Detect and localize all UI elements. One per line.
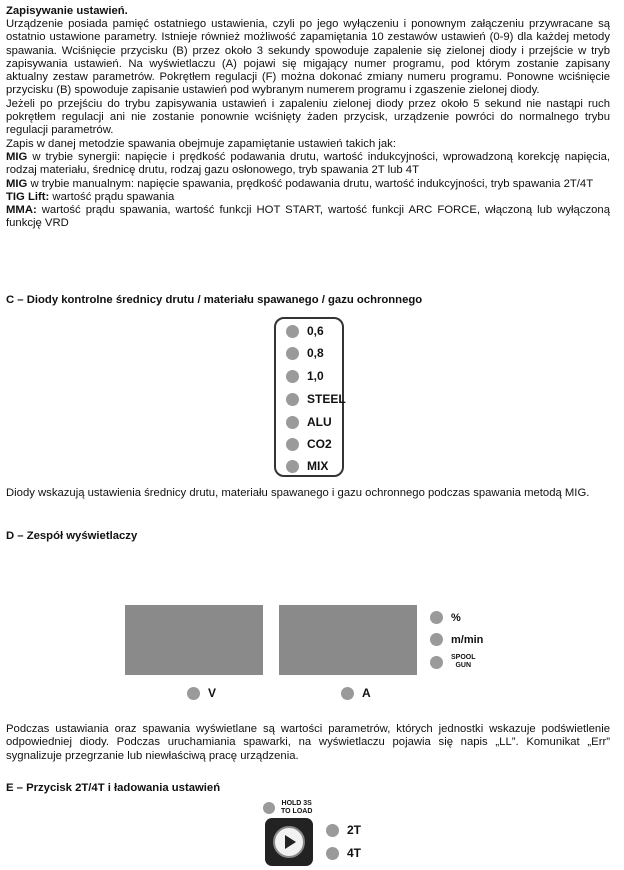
led-indicator-icon [326, 824, 339, 837]
mode-label: TIG Lift: [6, 190, 50, 203]
led-label: STEEL [307, 392, 346, 406]
unit-led-amp [341, 686, 371, 700]
mode-label: MIG [6, 177, 28, 190]
led-row-mix [286, 458, 328, 474]
led-row-wire-08 [286, 345, 324, 361]
section-e-title: E – Przycisk 2T/4T i ładowania ustawień [6, 782, 221, 794]
mode-label: 2T [347, 823, 362, 837]
led-indicator-icon [430, 633, 443, 646]
wire-material-gas-led-panel [274, 317, 344, 477]
hold-to-load-indicator [263, 800, 312, 816]
section-c-description: Diody wskazują ustawienia średnicy drutu, materiału spawanego i gazu ochronnego podczas spawania metodą MIG. [6, 487, 590, 499]
led-indicator-icon [326, 847, 339, 860]
led-indicator-icon [286, 347, 299, 360]
unit-led-percent [430, 611, 461, 624]
led-indicator-icon [187, 687, 200, 700]
unit-led-spool-gun [430, 654, 476, 670]
unit-led-m-min [430, 633, 483, 646]
mode-text: wartość prądu spawania, wartość funkcji HOT START, wartość funkcji ARC FORCE, włączoną lub wyłączoną funkcję VRD [6, 204, 610, 230]
led-label: CO2 [307, 437, 332, 451]
play-icon [273, 826, 305, 858]
hold-label-line2: TO LOAD [281, 808, 313, 815]
unit-label: A [362, 686, 371, 700]
spool-gun-label [451, 654, 476, 670]
led-label: 0,6 [307, 324, 324, 338]
save-paragraph-1: Urządzenie posiada pamięć ostatniego ustawienia, czyli po jego wyłączeniu i ponownym załączeniu przywracane są ostatnio ustawione parametry. Istnieje również możliwość zapamiętania 10 zestawów ustawień (0-9) dla każdej metody spawania. Wciśnięcie przycisku (B) przez około 3 sekundy spowoduje zapalenie się zielonej diody i przejście w tryb zapisywania ustawień. Na wyświetlaczu (A) pojawi się migający numer programu, pod którym zostanie zapisany aktualny zestaw parametrów. Pokrętłem regulacji (F) można dokonać zmiany numeru programu. Ponowne wciśnięcie przycisku (B) spowoduje zapisanie ustawień pod wybranym numerem programu i zgaszenie zielonej diody. [6, 18, 610, 97]
unit-led-volt [187, 686, 216, 700]
led-row-alu [286, 414, 332, 430]
gun-label: GUN [455, 662, 472, 669]
save-paragraph-3: Zapis w danej metodzie spawania obejmuje zapamiętanie ustawień takich jak: [6, 137, 396, 150]
section-save-body [6, 18, 610, 231]
mode-label: MMA: [6, 204, 37, 217]
led-indicator-icon [430, 656, 443, 669]
spool-label: SPOOL [451, 654, 476, 661]
unit-label: % [451, 611, 461, 624]
section-save-title: Zapisywanie ustawień. [6, 5, 128, 17]
led-label: MIX [307, 459, 329, 473]
led-row-steel [286, 391, 346, 407]
led-indicator-icon [286, 393, 299, 406]
led-indicator-icon [286, 370, 299, 383]
section-d-description: Podczas ustawiania oraz spawania wyświetlane są wartości parametrów, których jednostki wskazuje podświetlenie odpowiedniej diody. Podczas uruchamiania spawarki, na wyświetlaczu pojawia się napis „LL”. Komunikat „Err” sygnalizuje przegrzanie lub niewłaściwą pracę urządzenia. [6, 723, 610, 762]
led-indicator-icon [263, 802, 275, 814]
mode-tig-lift [6, 191, 610, 204]
led-indicator-icon [286, 460, 299, 473]
hold-to-load-label [281, 800, 312, 816]
mode-mma [6, 204, 610, 231]
mode-2t-4t-button[interactable] [265, 818, 313, 866]
led-indicator-icon [341, 687, 354, 700]
led-label: ALU [307, 415, 332, 429]
mode-mig-synergy [6, 151, 610, 178]
mode-label: MIG [6, 150, 28, 163]
unit-label: m/min [451, 633, 484, 646]
led-row-wire-10 [286, 368, 324, 384]
led-label: 1,0 [307, 369, 324, 383]
mode-led-4t [326, 846, 361, 860]
unit-label: V [208, 686, 217, 700]
mode-text: wartość prądu spawania [49, 190, 175, 203]
led-indicator-icon [286, 325, 299, 338]
current-display [279, 605, 417, 675]
led-indicator-icon [430, 611, 443, 624]
led-indicator-icon [286, 438, 299, 451]
led-row-wire-06 [286, 323, 324, 339]
mode-text: w trybie manualnym: napięcie spawania, prędkość podawania drutu, wartość indukcyjności, tryb spawania 2T/4T [27, 177, 594, 190]
voltage-display [125, 605, 263, 675]
section-d-title: D – Zespół wyświetlaczy [6, 530, 138, 542]
mode-label: 4T [347, 846, 362, 860]
mode-text: w trybie synergii: napięcie i prędkość podawania drutu, wartość indukcyjności, wprowadzoną korekcję napięcia, rodzaj materiału, średnicę drutu, rodzaj gazu osłonowego, tryb spawania 2T lub 4T [6, 150, 610, 177]
led-indicator-icon [286, 416, 299, 429]
led-label: 0,8 [307, 346, 324, 360]
save-paragraph-2: Jeżeli po przejściu do trybu zapisywania ustawień i zapaleniu zielonej diody przez około 5 sekund nie nastąpi ruch pokrętłem regulacji ani nie zostanie ponownie wciśnięty żaden przycisk, urządzenie powróci do normalnego trybu regulacji parametrów. [6, 97, 610, 137]
mode-led-2t [326, 823, 361, 837]
led-row-co2 [286, 436, 332, 452]
mode-mig-manual [6, 178, 610, 191]
section-c-title: C – Diody kontrolne średnicy drutu / materiału spawanego / gazu ochronnego [6, 294, 423, 306]
hold-label-line1: HOLD 3S [281, 800, 312, 807]
